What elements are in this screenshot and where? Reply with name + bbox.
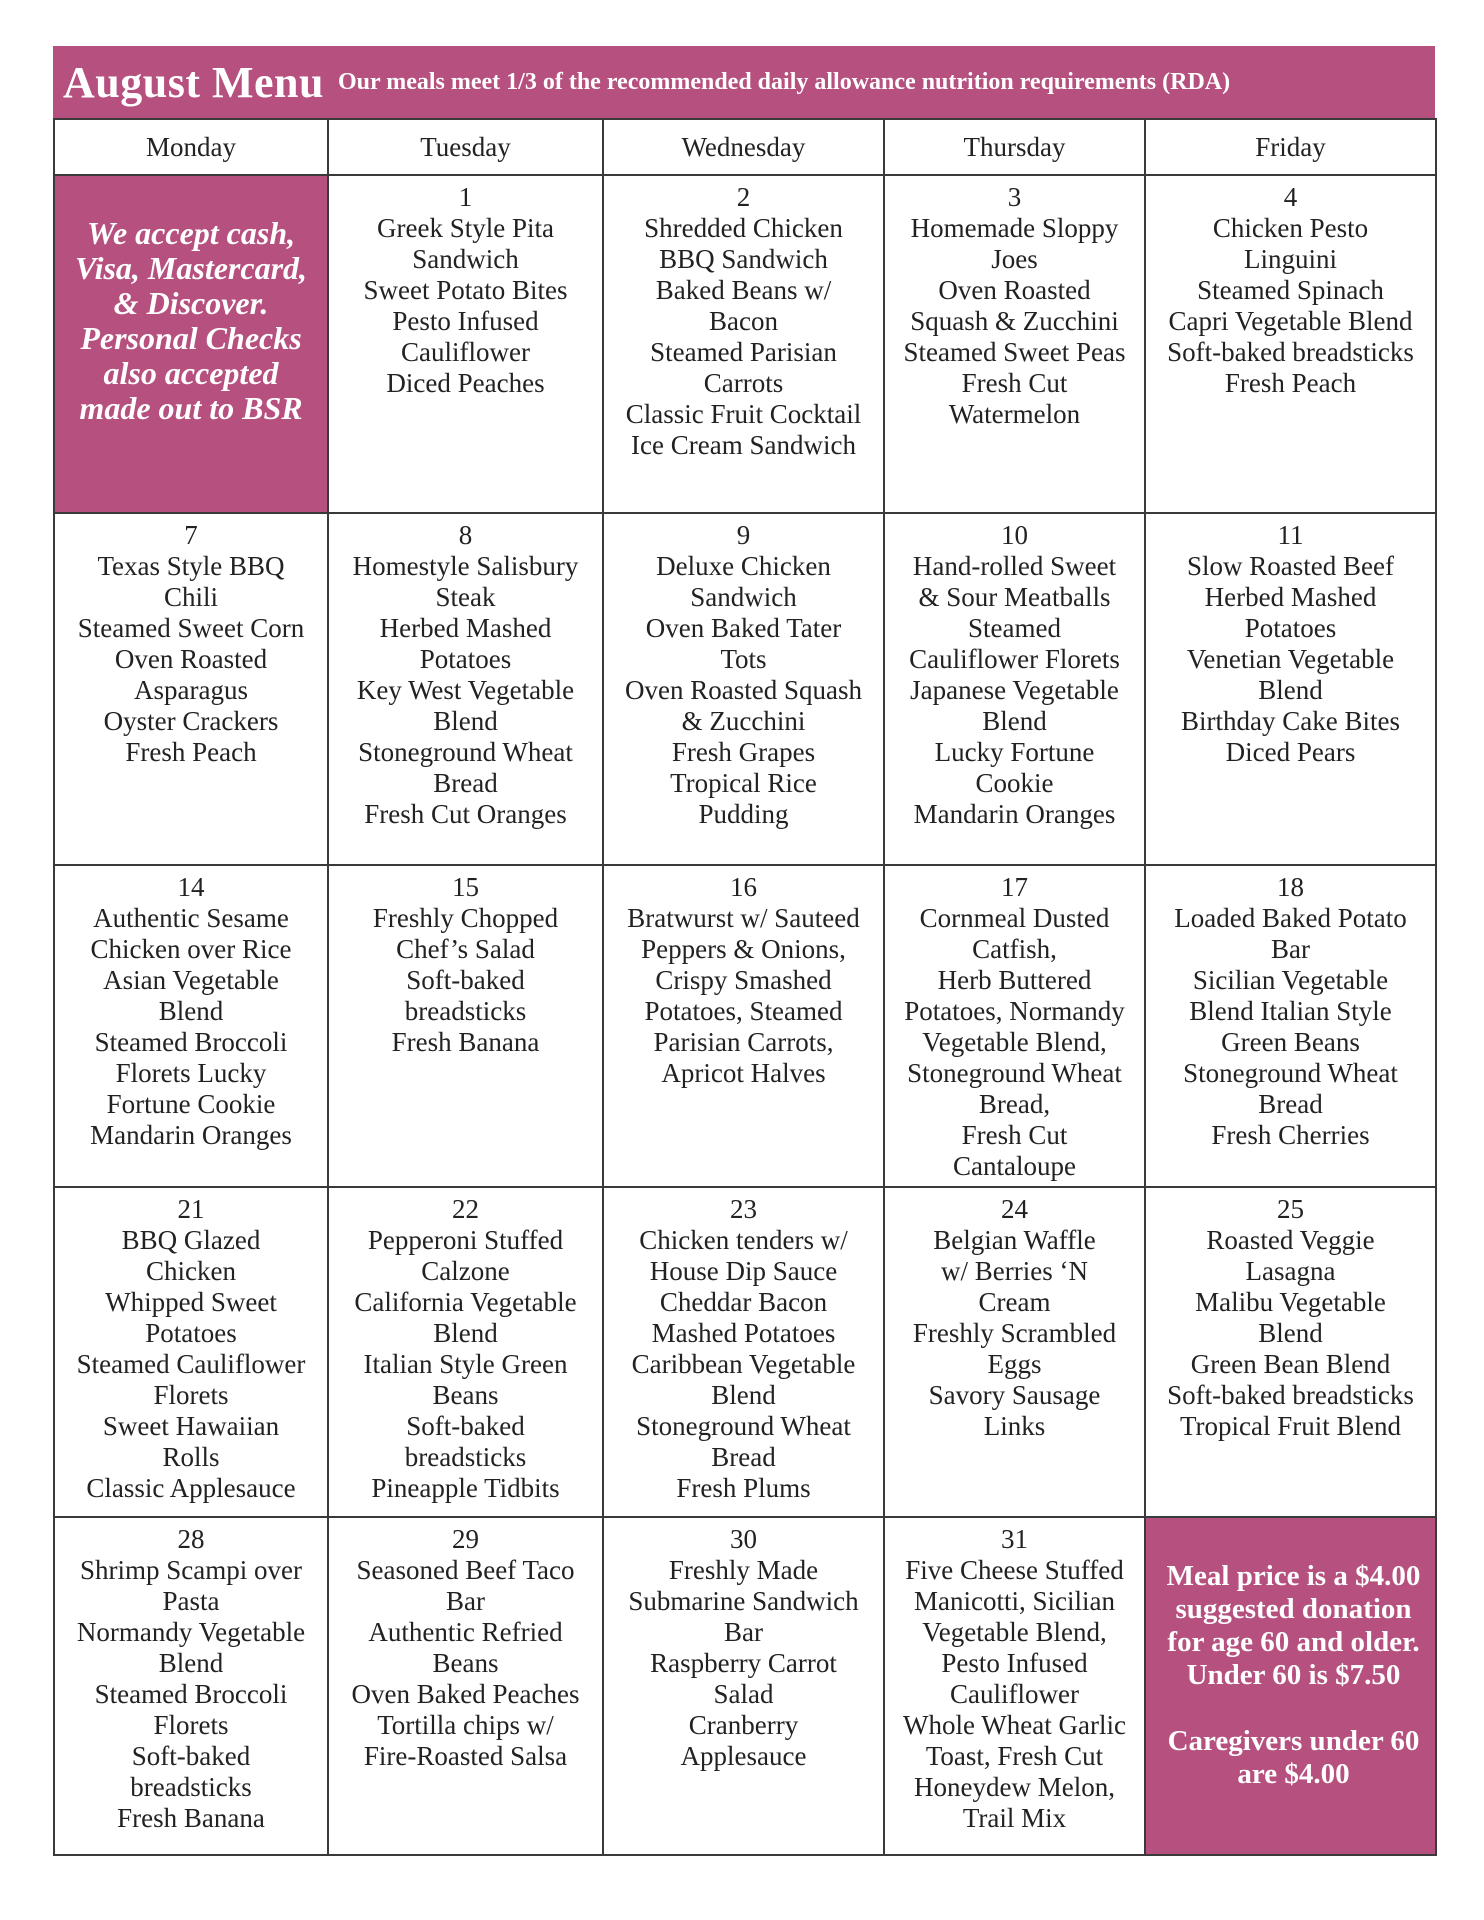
menu-item: breadsticks	[130, 1772, 252, 1802]
weekday-header: Wednesday	[603, 119, 884, 175]
menu-item: Oven Roasted Squash	[625, 675, 862, 705]
menu-item: Capri Vegetable Blend	[1168, 306, 1413, 336]
menu-item: breadsticks	[404, 1442, 527, 1472]
menu-item: Steamed	[968, 613, 1061, 643]
day-cell	[328, 1517, 603, 1855]
menu-item: Baked Beans w/	[655, 275, 832, 305]
price-note	[1145, 1517, 1436, 1855]
day-number: 9	[736, 520, 751, 550]
menu-item: w/ Berries ‘N	[941, 1256, 1088, 1286]
day-cell	[54, 513, 328, 865]
menu-item: Soft-baked	[406, 965, 525, 995]
menu-item: Bread	[1258, 1089, 1323, 1119]
menu-item: Carrots	[703, 368, 784, 398]
day-number: 18	[1277, 872, 1304, 902]
day-number: 25	[1277, 1194, 1304, 1224]
menu-item: Fire-Roasted Salsa	[363, 1741, 568, 1771]
menu-item: Fresh Peach	[1224, 368, 1357, 398]
menu-item: Soft-baked breadsticks	[1167, 1380, 1414, 1410]
menu-item: Beans	[432, 1648, 499, 1678]
menu-item: Fresh Peach	[125, 737, 257, 767]
menu-item: Seasoned Beef Taco	[356, 1555, 575, 1585]
day-cell	[603, 513, 884, 865]
menu-item: Florets	[153, 1380, 229, 1410]
menu-item: Cauliflower	[950, 1679, 1079, 1709]
menu-item: Oven Baked Peaches	[351, 1679, 580, 1709]
menu-item: Bar	[724, 1617, 763, 1647]
menu-item: Potatoes	[419, 644, 512, 674]
day-cell	[884, 513, 1145, 865]
menu-item: Roasted Veggie	[1206, 1225, 1375, 1255]
day-number: 3	[1007, 182, 1022, 212]
menu-item: Steamed Broccoli	[94, 1027, 288, 1057]
day-cell	[328, 513, 603, 865]
menu-item: Chicken tenders w/	[639, 1225, 848, 1255]
menu-item: Loaded Baked Potato	[1174, 903, 1407, 933]
menu-item: Cookie	[975, 768, 1054, 798]
menu-item: Manicotti, Sicilian	[914, 1586, 1115, 1616]
day-cell	[603, 175, 884, 513]
menu-item: Venetian Vegetable	[1186, 644, 1395, 674]
menu-calendar	[53, 118, 1437, 1856]
menu-item: Pasta	[162, 1586, 220, 1616]
menu-item: Cheddar Bacon	[659, 1287, 828, 1317]
menu-title: August Menu	[63, 57, 324, 107]
menu-item: Stoneground Wheat	[1183, 1058, 1398, 1088]
day-number: 8	[458, 520, 473, 550]
menu-item: BBQ Sandwich	[659, 244, 828, 274]
menu-item: Soft-baked	[406, 1411, 525, 1441]
menu-item: Toast, Fresh Cut	[925, 1741, 1104, 1771]
menu-item: Shredded Chicken	[644, 213, 843, 243]
menu-item: Fresh Banana	[391, 1027, 540, 1057]
day-cell	[1145, 513, 1436, 865]
day-number: 2	[736, 182, 751, 212]
menu-item: Cream	[978, 1287, 1051, 1317]
menu-item: Chef’s Salad	[396, 934, 535, 964]
week-row	[54, 1517, 1436, 1855]
menu-item: Authentic Refried	[368, 1617, 563, 1647]
menu-item: Bratwurst w/ Sauteed	[627, 903, 860, 933]
day-number: 30	[730, 1524, 757, 1554]
menu-item: Fresh Plums	[676, 1473, 811, 1503]
menu-item: Oven Roasted	[114, 644, 268, 674]
menu-item: breadsticks	[404, 996, 527, 1026]
menu-item: Italian Style Green	[363, 1349, 568, 1379]
menu-item: Eggs	[987, 1349, 1042, 1379]
menu-item: Normandy Vegetable	[76, 1617, 306, 1647]
weekday-header: Tuesday	[328, 119, 603, 175]
menu-item: Potatoes, Normandy	[904, 996, 1125, 1026]
menu-item: Pepperoni Stuffed	[367, 1225, 564, 1255]
menu-item: Japanese Vegetable	[910, 675, 1119, 705]
menu-item: Vegetable Blend,	[922, 1617, 1107, 1647]
menu-item: Sweet Potato Bites	[363, 275, 568, 305]
menu-item: Belgian Waffle	[933, 1225, 1096, 1255]
menu-item: Rolls	[162, 1442, 220, 1472]
menu-item: Caribbean Vegetable	[631, 1349, 856, 1379]
menu-item: Pesto Infused	[392, 306, 539, 336]
menu-item: Peppers & Onions,	[641, 934, 846, 964]
menu-item: Hand-rolled Sweet	[912, 551, 1117, 581]
day-number: 17	[1001, 872, 1028, 902]
menu-item: Bread	[433, 768, 498, 798]
menu-item: Diced Peaches	[386, 368, 545, 398]
day-cell	[603, 1187, 884, 1517]
menu-item: California Vegetable	[354, 1287, 577, 1317]
menu-item: Diced Pears	[1225, 737, 1356, 767]
menu-page	[53, 46, 1435, 1856]
menu-item: Cantaloupe	[953, 1151, 1076, 1181]
menu-item: Sandwich	[690, 582, 797, 612]
menu-item: Fresh Cut	[961, 1120, 1068, 1150]
menu-item: Pudding	[698, 799, 789, 829]
menu-item: & Sour Meatballs	[918, 582, 1111, 612]
menu-item: Key West Vegetable	[356, 675, 575, 705]
menu-item: Homestyle Salisbury	[352, 551, 579, 581]
menu-item: Apricot Halves	[661, 1058, 826, 1088]
menu-item: Trail Mix	[962, 1803, 1067, 1833]
menu-item: Homemade Sloppy	[910, 213, 1119, 243]
day-cell	[1145, 1187, 1436, 1517]
day-cell	[884, 1187, 1145, 1517]
day-number: 15	[452, 872, 479, 902]
menu-item: Freshly Made	[668, 1555, 819, 1585]
menu-item: Steamed Sweet Peas	[903, 337, 1126, 367]
menu-item: Malibu Vegetable	[1195, 1287, 1386, 1317]
menu-item: Chicken	[146, 1256, 236, 1286]
payment-note: We accept cash, Visa, Mastercard, & Discover. Personal Checks also accepted made out to BSR	[54, 175, 328, 513]
menu-item: House Dip Sauce	[649, 1256, 838, 1286]
menu-item: Bar	[446, 1586, 485, 1616]
day-number: 10	[1001, 520, 1028, 550]
menu-item: Whipped Sweet	[105, 1287, 277, 1317]
menu-item: Blend	[711, 1380, 776, 1410]
menu-item: Potatoes, Steamed	[644, 996, 843, 1026]
menu-item: Linguini	[1244, 244, 1337, 274]
menu-item: Florets	[153, 1710, 229, 1740]
menu-item: Steamed Broccoli	[94, 1679, 288, 1709]
menu-item: Ice Cream Sandwich	[631, 430, 856, 460]
weekday-header: Friday	[1145, 119, 1436, 175]
menu-item: Stoneground Wheat	[636, 1411, 851, 1441]
menu-item: Tortilla chips w/	[377, 1710, 554, 1740]
menu-item: Five Cheese Stuffed	[905, 1555, 1124, 1585]
menu-item: Mandarin Oranges	[913, 799, 1116, 829]
week-row	[54, 865, 1436, 1187]
menu-item: Honeydew Melon,	[914, 1772, 1115, 1802]
menu-item: Blend	[1258, 675, 1323, 705]
menu-item: Fresh Cut	[961, 368, 1068, 398]
menu-item: Watermelon	[948, 399, 1081, 429]
day-number: 22	[452, 1194, 479, 1224]
menu-item: Cranberry	[688, 1710, 799, 1740]
menu-item: Tropical Rice	[670, 768, 817, 798]
menu-item: Chicken over Rice	[90, 934, 292, 964]
menu-item: Authentic Sesame	[93, 903, 289, 933]
menu-item: Tropical Fruit Blend	[1179, 1411, 1401, 1441]
menu-item: Fresh Banana	[117, 1803, 265, 1833]
menu-item: Salad	[713, 1679, 774, 1709]
day-cell	[884, 175, 1145, 513]
menu-item: Herbed Mashed	[379, 613, 552, 643]
menu-item: Savory Sausage	[928, 1380, 1101, 1410]
week-row	[54, 1187, 1436, 1517]
menu-item: Blend	[158, 996, 224, 1026]
day-number: 14	[177, 872, 205, 902]
menu-item: & Zucchini	[681, 706, 806, 736]
day-cell	[54, 1187, 328, 1517]
menu-item: Fortune Cookie	[106, 1089, 276, 1119]
day-cell	[328, 175, 603, 513]
menu-item: Greek Style Pita	[377, 213, 554, 243]
menu-item: Fresh Grapes	[671, 737, 816, 767]
menu-item: Freshly Scrambled	[912, 1318, 1117, 1348]
menu-item: Steak	[435, 582, 496, 612]
menu-item: Vegetable Blend,	[922, 1027, 1107, 1057]
menu-item: BBQ Glazed	[121, 1225, 261, 1255]
day-number: 29	[452, 1524, 479, 1554]
menu-item: Green Beans	[1221, 1027, 1360, 1057]
menu-item: Steamed Cauliflower	[76, 1349, 306, 1379]
day-number: 28	[177, 1524, 205, 1554]
menu-item: Steamed Sweet Corn	[77, 613, 305, 643]
menu-subtitle: Our meals meet 1/3 of the recommended daily allowance nutrition requirements (RDA)	[338, 68, 1231, 95]
day-cell	[54, 1517, 328, 1855]
menu-item: Blend	[982, 706, 1047, 736]
menu-item: Bacon	[709, 306, 778, 336]
menu-item: Cauliflower Florets	[909, 644, 1120, 674]
day-cell	[884, 865, 1145, 1187]
day-cell	[328, 865, 603, 1187]
day-number: 31	[1001, 1524, 1028, 1554]
menu-item: Asparagus	[134, 675, 248, 705]
price-note-text: Caregivers under 60 are $4.00	[1167, 1725, 1420, 1790]
menu-item: Bread	[711, 1442, 776, 1472]
menu-item: Slow Roasted Beef	[1187, 551, 1394, 581]
menu-item: Fresh Cherries	[1211, 1120, 1370, 1150]
menu-item: Fresh Cut Oranges	[364, 799, 567, 829]
menu-item: Pineapple Tidbits	[371, 1473, 560, 1503]
menu-item: Sandwich	[412, 244, 519, 274]
menu-item: Tots	[720, 644, 767, 674]
week-row	[54, 175, 1436, 513]
menu-item: Links	[983, 1411, 1046, 1441]
weekday-header-row	[54, 119, 1436, 175]
menu-item: Deluxe Chicken	[656, 551, 831, 581]
menu-item: Blend	[433, 706, 498, 736]
menu-item: Joes	[991, 244, 1038, 274]
menu-item: Lucky Fortune	[934, 737, 1095, 767]
menu-item: Cornmeal Dusted	[919, 903, 1110, 933]
menu-item: Crispy Smashed	[655, 965, 832, 995]
menu-item: Cauliflower	[401, 337, 530, 367]
menu-item: Birthday Cake Bites	[1181, 706, 1400, 736]
menu-item: Blend	[1258, 1318, 1323, 1348]
menu-item: Mandarin Oranges	[90, 1120, 292, 1150]
menu-item: Sicilian Vegetable	[1192, 965, 1389, 995]
menu-header	[53, 46, 1435, 118]
menu-item: Blend	[158, 1648, 224, 1678]
menu-item: Raspberry Carrot	[650, 1648, 837, 1678]
menu-item: Florets Lucky	[115, 1058, 267, 1088]
menu-item: Stoneground Wheat	[358, 737, 573, 767]
weekday-header: Monday	[54, 119, 328, 175]
day-number: 16	[730, 872, 757, 902]
menu-item: Catfish,	[972, 934, 1057, 964]
day-cell	[884, 1517, 1145, 1855]
day-cell	[54, 865, 328, 1187]
menu-item: Applesauce	[680, 1741, 807, 1771]
menu-item: Classic Applesauce	[86, 1473, 296, 1503]
menu-item: Whole Wheat Garlic	[903, 1710, 1126, 1740]
menu-item: Shrimp Scampi over	[80, 1555, 302, 1585]
menu-item: Submarine Sandwich	[628, 1586, 859, 1616]
menu-item: Freshly Chopped	[372, 903, 559, 933]
day-cell	[328, 1187, 603, 1517]
menu-item: Bread,	[978, 1089, 1051, 1119]
week-row	[54, 513, 1436, 865]
weekday-header: Thursday	[884, 119, 1145, 175]
menu-item: Soft-baked breadsticks	[1167, 337, 1414, 367]
menu-item: Herbed Mashed	[1204, 582, 1377, 612]
menu-item: Green Bean Blend	[1190, 1349, 1391, 1379]
menu-item: Mashed Potatoes	[651, 1318, 836, 1348]
day-cell	[1145, 175, 1436, 513]
menu-item: Lasagna	[1245, 1256, 1336, 1286]
menu-item: Classic Fruit Cocktail	[625, 399, 862, 429]
menu-item: Stoneground Wheat	[907, 1058, 1122, 1088]
menu-item: Beans	[432, 1380, 499, 1410]
menu-item: Squash & Zucchini	[910, 306, 1119, 336]
day-cell	[603, 865, 884, 1187]
day-number: 23	[730, 1194, 757, 1224]
menu-item: Asian Vegetable	[103, 965, 279, 995]
menu-item: Soft-baked	[131, 1741, 251, 1771]
menu-item: Oyster Crackers	[103, 706, 279, 736]
day-number: 11	[1277, 520, 1304, 550]
menu-item: Potatoes	[1244, 613, 1337, 643]
menu-item: Bar	[1271, 934, 1310, 964]
day-number: 21	[177, 1194, 205, 1224]
day-number: 4	[1283, 182, 1298, 212]
menu-item: Oven Roasted	[938, 275, 1091, 305]
day-number: 7	[184, 520, 198, 550]
menu-item: Oven Baked Tater	[645, 613, 842, 643]
menu-item: Pesto Infused	[941, 1648, 1088, 1678]
menu-item: Chili	[163, 582, 218, 612]
menu-item: Calzone	[421, 1256, 510, 1286]
day-cell	[603, 1517, 884, 1855]
price-note-text: Meal price is a $4.00 suggested donation for age 60 and older. Under 60 is $7.50	[1166, 1560, 1421, 1691]
menu-item: Texas Style BBQ	[97, 551, 285, 581]
day-cell	[1145, 865, 1436, 1187]
menu-item: Blend	[433, 1318, 498, 1348]
menu-item: Steamed Spinach	[1197, 275, 1384, 305]
menu-item: Blend Italian Style	[1189, 996, 1392, 1026]
menu-item: Parisian Carrots,	[653, 1027, 834, 1057]
day-number: 1	[458, 182, 473, 212]
day-number: 24	[1001, 1194, 1028, 1224]
menu-item: Herb Buttered	[937, 965, 1092, 995]
menu-item: Sweet Hawaiian	[102, 1411, 280, 1441]
menu-item: Potatoes	[145, 1318, 237, 1348]
menu-item: Steamed Parisian	[650, 337, 837, 367]
menu-item: Chicken Pesto	[1212, 213, 1369, 243]
